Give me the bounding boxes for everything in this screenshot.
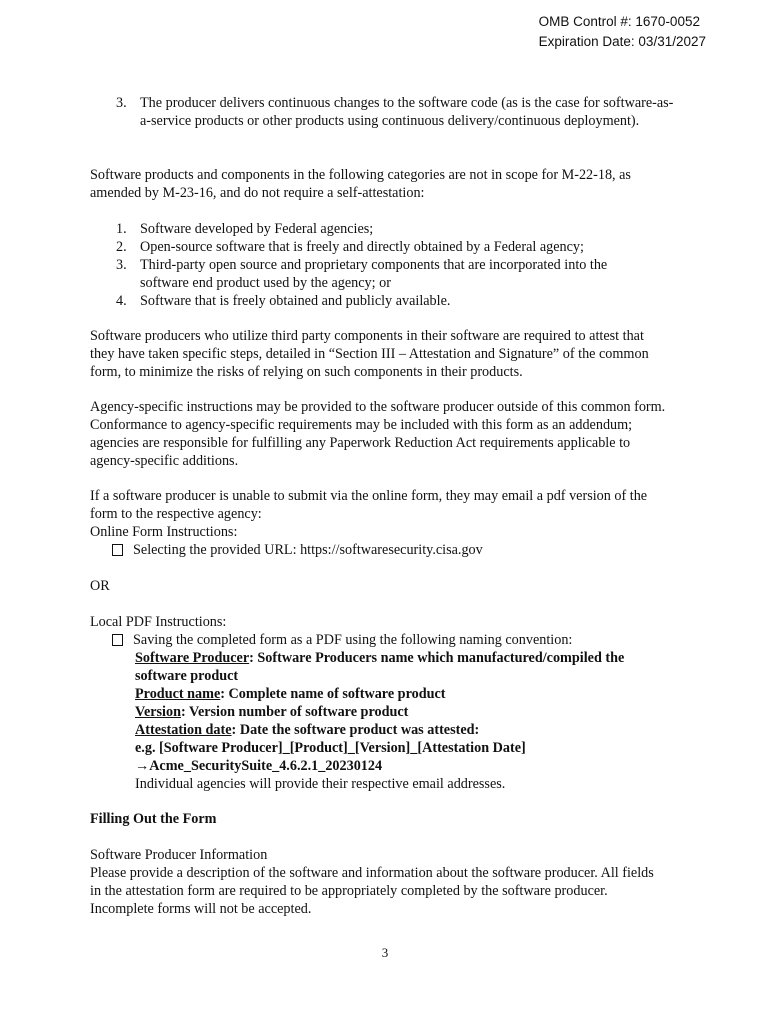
producer-info-paragraph: Please provide a description of the software and information about the software producer. All fields in the attestation form are required to be appropriately completed by the software producer. Incomplete forms will not be accepted.	[90, 865, 654, 917]
local-pdf-instruction-text: Saving the completed form as a PDF using the following naming convention:	[133, 632, 573, 648]
online-instruction-item	[112, 541, 483, 559]
list-item	[116, 220, 646, 238]
producer-info-heading: Software Producer Information	[90, 847, 268, 863]
page-header	[539, 12, 706, 52]
list-number: 4.	[116, 293, 127, 309]
list-number: 1.	[116, 221, 127, 237]
naming-example: e.g. [Software Producer]_[Product]_[Version]_[Attestation Date]	[135, 740, 526, 756]
naming-example-filename: →Acme_SecuritySuite_4.6.2.1_20230124	[135, 758, 383, 774]
omb-control-number: OMB Control #: 1670-0052	[538, 14, 700, 29]
scope-intro-paragraph: Software products and components in the following categories are not in scope for M-22-18, as amended by M-23-16, and do not require a self-attestation:	[90, 167, 631, 201]
local-pdf-heading: Local PDF Instructions:	[90, 614, 227, 630]
page-number: 3	[381, 945, 389, 960]
checkbox-icon	[112, 544, 123, 556]
naming-version-label: Version	[135, 704, 181, 720]
naming-date-line	[135, 721, 675, 739]
filling-out-heading: Filling Out the Form	[90, 811, 217, 827]
third-party-paragraph: Software producers who utilize third party components in their software are required to attest that they have taken specific steps, detailed in “Section III – Attestation and Signature” of the common form, to minimize the risks of relying on such components in their products.	[90, 328, 649, 380]
naming-date-text: : Date the software product was attested:	[231, 722, 480, 738]
naming-date-label: Attestation date	[135, 722, 232, 738]
online-form-heading: Online Form Instructions:	[90, 524, 238, 540]
naming-producer-label: Software Producer	[135, 650, 250, 666]
list-number: 2.	[116, 239, 127, 255]
expiration-date: Expiration Date: 03/31/2027	[538, 34, 706, 49]
checkbox-icon	[112, 634, 123, 646]
agency-specific-paragraph: Agency-specific instructions may be provided to the software producer outside of this common form. Conformance to agency-specific requirements may be included with this form as an addendum; agencies are responsible for fulfilling any Paperwork Reduction Act requirements applicable to agency-specific additions.	[90, 399, 666, 469]
naming-version-line	[135, 703, 675, 721]
list-text: Software developed by Federal agencies;	[140, 221, 374, 237]
agencies-email-note: Individual agencies will provide their respective email addresses.	[135, 776, 506, 792]
naming-producer-line	[135, 649, 675, 685]
naming-product-line	[135, 685, 675, 703]
list-item	[116, 238, 646, 256]
local-pdf-instruction-item	[112, 631, 572, 649]
list-item	[116, 94, 676, 130]
naming-producer-text: : Software Producers name which manufactured/compiled the software product	[135, 650, 625, 684]
list-item	[116, 256, 646, 292]
list-text: Third-party open source and proprietary components that are incorporated into the software end product used by the agency; or	[140, 257, 608, 291]
list-number: 3.	[116, 257, 127, 273]
naming-version-text: : Version number of software product	[180, 704, 409, 720]
scope-list	[116, 220, 646, 310]
naming-convention-block	[135, 649, 675, 793]
continued-list	[116, 94, 676, 130]
naming-product-label: Product name	[135, 686, 221, 702]
email-submission-paragraph: If a software producer is unable to submit via the online form, they may email a pdf version of the form to the respective agency:	[90, 488, 648, 522]
list-text: Open-source software that is freely and directly obtained by a Federal agency;	[140, 239, 584, 255]
list-item	[116, 292, 646, 310]
list-number: 3.	[116, 95, 127, 111]
or-separator: OR	[90, 578, 110, 594]
list-text: Software that is freely obtained and publicly available.	[140, 293, 451, 309]
naming-product-text: : Complete name of software product	[220, 686, 446, 702]
list-text: The producer delivers continuous changes to the software code (as is the case for software-as-a-service products or other products using continuous delivery/continuous deployment).	[140, 95, 674, 129]
online-instruction-text: Selecting the provided URL: https://softwaresecurity.cisa.gov	[133, 542, 483, 558]
